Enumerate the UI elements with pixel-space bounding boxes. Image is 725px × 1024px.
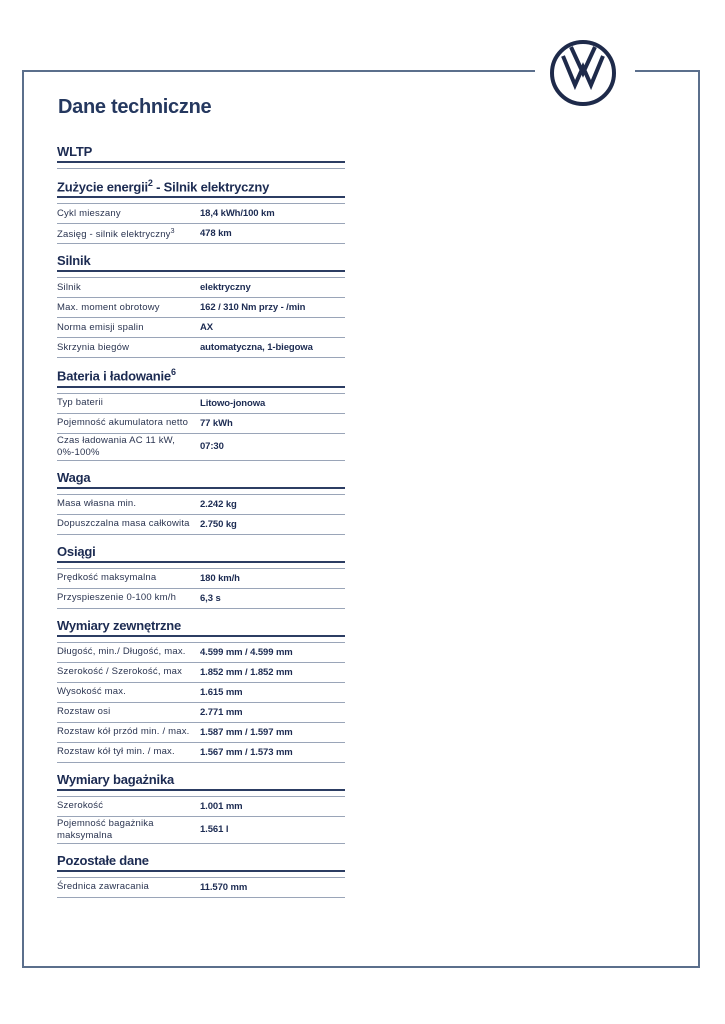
spec-row bbox=[57, 434, 345, 461]
spec-label: Szerokość bbox=[57, 800, 104, 812]
spec-value: automatyczna, 1-biegowa bbox=[200, 342, 313, 354]
section-divider bbox=[57, 167, 345, 169]
section-heading-text: Wymiary zewnętrzne bbox=[57, 617, 182, 633]
spec-section bbox=[57, 618, 345, 763]
spec-value: 1.001 mm bbox=[200, 800, 243, 812]
spec-row bbox=[57, 204, 345, 224]
spec-label: Czas ładowania AC 11 kW, 0%-100% bbox=[57, 434, 176, 458]
section-heading-text: Osiągi bbox=[57, 543, 96, 559]
page-title: Dane techniczne bbox=[58, 96, 212, 118]
spec-label: Masa własna min. bbox=[57, 498, 137, 510]
spec-label: Długość, min./ Długość, max. bbox=[57, 646, 186, 658]
vw-logo-icon bbox=[549, 39, 617, 107]
spec-value: Litowo-jonowa bbox=[200, 397, 266, 409]
spec-value: 6,3 s bbox=[200, 592, 221, 604]
spec-row bbox=[57, 414, 345, 434]
spec-value: elektryczny bbox=[200, 282, 251, 294]
section-heading bbox=[57, 470, 345, 489]
spec-value: 11.570 mm bbox=[200, 881, 248, 893]
spec-section bbox=[57, 253, 345, 358]
section-heading bbox=[57, 144, 345, 163]
spec-label: Skrzynia biegów bbox=[57, 341, 130, 353]
spec-row bbox=[57, 569, 345, 589]
spec-row bbox=[57, 224, 345, 244]
spec-value: 162 / 310 Nm przy - /min bbox=[200, 302, 306, 314]
spec-section bbox=[57, 772, 345, 844]
spec-label: Silnik bbox=[57, 281, 81, 293]
spec-row bbox=[57, 278, 345, 298]
spec-section bbox=[57, 144, 345, 169]
spec-label: Typ baterii bbox=[57, 397, 104, 409]
spec-row bbox=[57, 723, 345, 743]
spec-row bbox=[57, 683, 345, 703]
spec-row bbox=[57, 878, 345, 898]
spec-value: 1.852 mm / 1.852 mm bbox=[200, 666, 293, 678]
spec-value: 4.599 mm / 4.599 mm bbox=[200, 646, 293, 658]
footnote-marker: 3 bbox=[170, 228, 175, 236]
section-heading-text: Silnik bbox=[57, 253, 91, 269]
spec-row bbox=[57, 743, 345, 763]
spec-section bbox=[57, 470, 345, 535]
spec-label: Max. moment obrotowy bbox=[57, 301, 160, 313]
spec-row bbox=[57, 515, 345, 535]
spec-label: Rozstaw kół tył min. / max. bbox=[57, 746, 175, 758]
spec-row bbox=[57, 663, 345, 683]
section-heading-text: WLTP bbox=[57, 144, 93, 159]
spec-value: 2.771 mm bbox=[200, 706, 243, 718]
spec-value: 2.750 kg bbox=[200, 518, 237, 530]
spec-label: Prędkość maksymalna bbox=[57, 572, 157, 584]
spec-value: 478 km bbox=[200, 228, 232, 240]
section-heading bbox=[57, 544, 345, 563]
spec-row bbox=[57, 797, 345, 817]
section-heading bbox=[57, 853, 345, 872]
section-heading bbox=[57, 618, 345, 637]
spec-sheet bbox=[57, 144, 345, 898]
section-heading bbox=[57, 253, 345, 272]
spec-row bbox=[57, 338, 345, 358]
section-heading-text: Bateria i ładowanie bbox=[57, 368, 171, 384]
spec-section bbox=[57, 367, 345, 460]
spec-label: Pojemność akumulatora netto bbox=[57, 417, 189, 429]
footnote-marker: 2 bbox=[147, 178, 153, 188]
spec-row bbox=[57, 817, 345, 844]
spec-row bbox=[57, 495, 345, 515]
spec-row bbox=[57, 318, 345, 338]
spec-label: Rozstaw osi bbox=[57, 706, 111, 718]
spec-section bbox=[57, 853, 345, 898]
section-heading bbox=[57, 367, 345, 387]
section-heading-text: Wymiary bagażnika bbox=[57, 771, 175, 787]
spec-value: 180 km/h bbox=[200, 572, 240, 584]
spec-label: Wysokość max. bbox=[57, 686, 127, 698]
spec-value: 1.587 mm / 1.597 mm bbox=[200, 726, 293, 738]
section-heading bbox=[57, 178, 345, 198]
section-heading-text: Pozostałe dane bbox=[57, 852, 149, 868]
footnote-marker: 6 bbox=[170, 367, 176, 378]
section-heading bbox=[57, 772, 345, 791]
section-heading-text: Waga bbox=[57, 469, 91, 485]
spec-value: 1.567 mm / 1.573 mm bbox=[200, 746, 293, 758]
spec-row bbox=[57, 394, 345, 414]
spec-value: 77 kWh bbox=[200, 417, 233, 429]
spec-value: 2.242 kg bbox=[200, 498, 237, 510]
spec-row bbox=[57, 643, 345, 663]
spec-value: 1.561 l bbox=[200, 824, 229, 836]
section-heading-text: Zużycie energii bbox=[57, 179, 148, 195]
spec-value: AX bbox=[200, 322, 213, 334]
spec-row bbox=[57, 703, 345, 723]
spec-label: Norma emisji spalin bbox=[57, 321, 144, 333]
spec-label: Szerokość / Szerokość, max bbox=[57, 666, 183, 678]
spec-row bbox=[57, 589, 345, 609]
section-heading-tail: - Silnik elektryczny bbox=[152, 179, 270, 195]
spec-row bbox=[57, 298, 345, 318]
spec-label: Cykl mieszany bbox=[57, 207, 121, 219]
spec-label: Średnica zawracania bbox=[57, 881, 149, 893]
spec-section bbox=[57, 544, 345, 609]
spec-label: Dopuszczalna masa całkowita bbox=[57, 518, 190, 530]
spec-value: 18,4 kWh/100 km bbox=[200, 208, 275, 220]
spec-label: Pojemność bagażnika maksymalna bbox=[57, 817, 154, 841]
spec-label: Rozstaw kół przód min. / max. bbox=[57, 726, 190, 738]
spec-label: Zasięg - silnik elektryczny$^3$ bbox=[57, 228, 175, 241]
spec-value: 1.615 mm bbox=[200, 686, 243, 698]
spec-section bbox=[57, 178, 345, 244]
spec-value: 07:30 bbox=[200, 441, 224, 453]
spec-label: Przyspieszenie 0-100 km/h bbox=[57, 592, 177, 604]
